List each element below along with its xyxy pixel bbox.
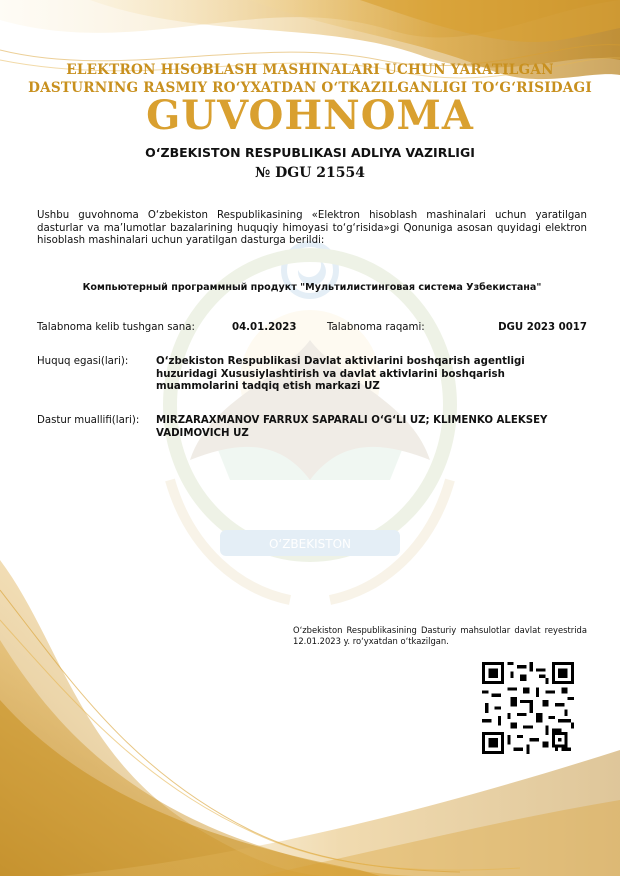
authors-value: MIRZARAXMANOV FARRUX SAPARALI O‘G‘LI UZ; KLIMENKO ALEKSEY VADIMOVICH UZ (156, 415, 548, 439)
registration-number: № DGU 21554 (255, 165, 365, 181)
header-line-1: ELEKTRON HISOBLASH MASHINALARI UCHUN YARATILGAN (66, 62, 554, 78)
emblem-ribbon-text: O‘ZBEKISTON (268, 537, 352, 551)
rightholder-label: Huquq egasi(lari): (37, 356, 129, 367)
application-number-value: DGU 2023 0017 (498, 322, 587, 333)
application-date-value: 04.01.2023 (232, 322, 297, 333)
application-date-label: Talabnoma kelib tushgan sana: (37, 322, 195, 333)
header-line-2: DASTURNING RASMIY RO‘YXATDAN O‘TKAZILGANLIGI TO‘G‘RISIDAGI (28, 80, 592, 96)
ministry-name: O‘ZBEKISTON RESPUBLIKASI ADLIYA VAZIRLIGI (145, 145, 475, 160)
authors-label: Dastur muallifi(lari): (37, 415, 140, 426)
certificate-title: GUVOHNOMA (146, 92, 474, 139)
registry-footnote: O‘zbekiston Respublikasining Dasturiy mahsulotlar davlat reyestrida 12.01.2023 y. ro‘yxatdan o‘tkazilgan. (293, 625, 587, 646)
qr-code (482, 662, 574, 754)
application-number-label: Talabnoma raqami: (327, 322, 425, 333)
product-name: Компьютерный программный продукт "Мультилистинговая система Узбекистана" (82, 282, 542, 293)
rightholder-value: O‘zbekiston Respublikasi Davlat aktivlarini boshqarish agentligi huzuridagi Xususiylashtirish va davlat aktivlarini boshqarish muammolarini tadqiq etish markazi UZ (156, 356, 525, 393)
intro-paragraph: Ushbu guvohnoma O‘zbekiston Respublikasining «Elektron hisoblash mashinalari uchun yaratilgan dasturlar va ma’lumotlar bazalarining huquqiy himoyasi to‘g‘risida»gi Qonuniga asosan quyidagi elektron hisoblash mashinalari uchun yaratilgan dasturga berildi: (37, 210, 587, 247)
